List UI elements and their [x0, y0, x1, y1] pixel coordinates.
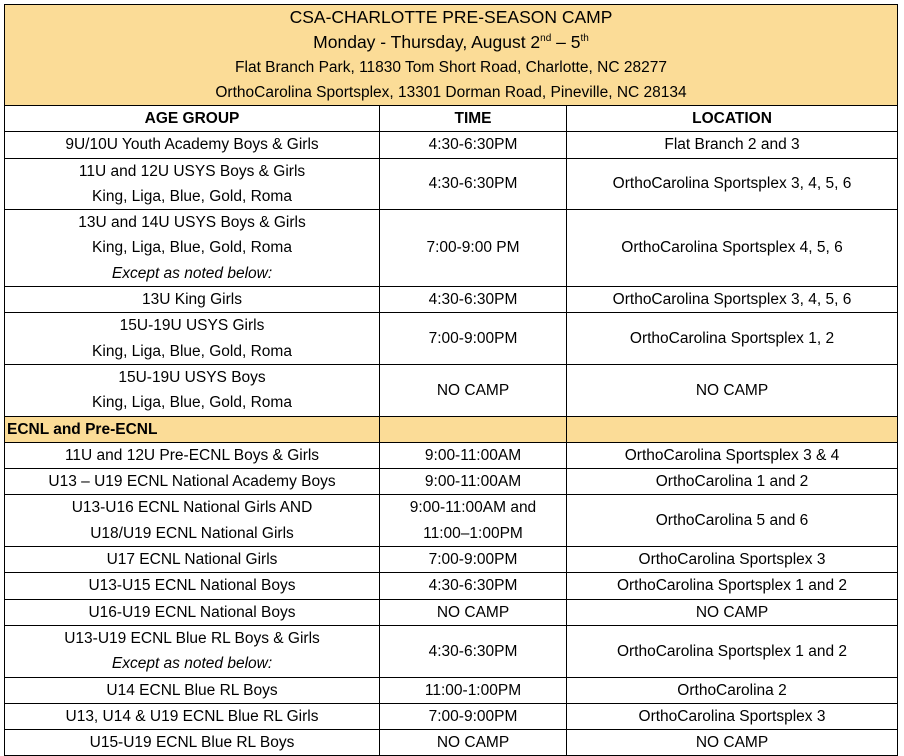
- time-cell: [380, 495, 567, 547]
- time-cell: [380, 442, 567, 468]
- age-group-text: U16-U19 ECNL National Boys: [88, 603, 296, 621]
- time-text: 4:30-6:30PM: [428, 175, 518, 193]
- location-cell: OrthoCarolina Sportsplex 1, 2: [567, 313, 898, 365]
- age-group-cell: [5, 599, 380, 625]
- location-cell: OrthoCarolina 2: [567, 677, 898, 703]
- location-cell: OrthoCarolina Sportsplex 3: [567, 703, 898, 729]
- table-row: [5, 442, 898, 468]
- column-header-location: LOCATION: [567, 106, 898, 132]
- dates-end: – 5: [551, 32, 581, 52]
- table-row: [5, 210, 898, 287]
- section-label: ECNL and Pre-ECNL: [5, 416, 380, 442]
- time-cell: [380, 703, 567, 729]
- location-cell: OrthoCarolina Sportsplex 1 and 2: [567, 625, 898, 677]
- dates-start: Monday - Thursday, August 2: [313, 32, 541, 52]
- table-row: [5, 132, 898, 158]
- time-text: 9:00-11:00AM: [424, 446, 522, 464]
- table-row: [5, 625, 898, 677]
- age-group-text: U13, U14 & U19 ECNL Blue RL Girls: [65, 707, 319, 725]
- time-text: 4:30-6:30PM: [428, 577, 518, 595]
- camp-dates: [9, 30, 893, 55]
- age-group-cell: [5, 573, 380, 599]
- time-text: 4:30-6:30PM: [428, 136, 518, 154]
- age-group-cell: [5, 677, 380, 703]
- page-title: CSA-CHARLOTTE PRE-SEASON CAMP: [289, 7, 613, 27]
- time-text: 7:00-9:00 PM: [426, 239, 520, 257]
- age-group-text: U18/U19 ECNL National Girls: [90, 524, 294, 542]
- table-row: [5, 677, 898, 703]
- venue-flat-branch: Flat Branch Park, 11830 Tom Short Road, Charlotte, NC 28277: [235, 59, 667, 76]
- table-row: [5, 547, 898, 573]
- time-text: 9:00-11:00AM: [424, 473, 522, 491]
- dates-end-suffix: th: [580, 33, 589, 45]
- table-row: [5, 599, 898, 625]
- column-header-age: AGE GROUP: [5, 106, 380, 132]
- age-group-cell: [5, 703, 380, 729]
- age-group-text: U13 – U19 ECNL National Academy Boys: [48, 473, 336, 491]
- time-cell: [380, 132, 567, 158]
- age-group-text: U14 ECNL Blue RL Boys: [106, 681, 278, 699]
- age-group-text: 13U King Girls: [142, 291, 242, 309]
- table-row: [5, 158, 898, 210]
- age-group-cell: [5, 132, 380, 158]
- age-group-cell: [5, 210, 380, 287]
- time-text: 4:30-6:30PM: [428, 291, 518, 309]
- age-group-text: 11U and 12U Pre-ECNL Boys & Girls: [64, 446, 320, 464]
- table-row: [5, 703, 898, 729]
- time-cell: [380, 469, 567, 495]
- section-blank-cell: [567, 416, 898, 442]
- age-group-text: 13U and 14U USYS Boys & Girls: [78, 214, 306, 232]
- time-text: 9:00-11:00AM and: [409, 499, 537, 517]
- location-cell: OrthoCarolina Sportsplex 3, 4, 5, 6: [567, 287, 898, 313]
- table-row: [5, 287, 898, 313]
- age-group-cell: [5, 547, 380, 573]
- time-text: NO CAMP: [436, 381, 510, 399]
- usys-rows: [5, 132, 898, 416]
- age-group-cell: [5, 313, 380, 365]
- table-row: [5, 364, 898, 416]
- age-group-cell: [5, 730, 380, 756]
- time-text: 7:00-9:00PM: [428, 330, 518, 348]
- age-group-note: Except as noted below:: [111, 264, 273, 282]
- table-row: [5, 730, 898, 756]
- time-cell: [380, 599, 567, 625]
- banner-cell: [5, 5, 898, 106]
- location-cell: Flat Branch 2 and 3: [567, 132, 898, 158]
- column-header-row: [5, 106, 898, 132]
- table-row: [5, 313, 898, 365]
- age-group-cell: [5, 158, 380, 210]
- age-group-text: King, Liga, Blue, Gold, Roma: [92, 187, 292, 205]
- time-text: 11:00–1:00PM: [423, 524, 523, 542]
- location-cell: OrthoCarolina Sportsplex 1 and 2: [567, 573, 898, 599]
- time-cell: [380, 158, 567, 210]
- time-cell: [380, 730, 567, 756]
- age-group-note: Except as noted below:: [111, 655, 273, 673]
- time-text: 7:00-9:00PM: [428, 551, 518, 569]
- column-header-time: TIME: [380, 106, 567, 132]
- age-group-text: King, Liga, Blue, Gold, Roma: [92, 342, 292, 360]
- time-text: 7:00-9:00PM: [428, 707, 518, 725]
- time-text: 4:30-6:30PM: [428, 642, 518, 660]
- age-group-text: U13-U16 ECNL National Girls AND: [71, 499, 313, 517]
- location-cell: NO CAMP: [567, 364, 898, 416]
- dates-start-suffix: nd: [540, 33, 552, 45]
- time-cell: [380, 210, 567, 287]
- location-cell: OrthoCarolina 1 and 2: [567, 469, 898, 495]
- camp-schedule-table: [4, 4, 898, 756]
- time-cell: [380, 573, 567, 599]
- age-group-cell: [5, 364, 380, 416]
- age-group-text: U17 ECNL National Girls: [106, 551, 278, 569]
- time-cell: [380, 625, 567, 677]
- ecnl-rows: [5, 442, 898, 756]
- time-text: 11:00-1:00PM: [424, 681, 522, 699]
- location-cell: NO CAMP: [567, 599, 898, 625]
- age-group-text: U13-U19 ECNL Blue RL Boys & Girls: [64, 629, 320, 647]
- age-group-cell: [5, 442, 380, 468]
- age-group-text: U13-U15 ECNL National Boys: [88, 577, 296, 595]
- age-group-text: 15U-19U USYS Girls: [119, 317, 265, 335]
- location-cell: OrthoCarolina 5 and 6: [567, 495, 898, 547]
- time-cell: [380, 313, 567, 365]
- section-header-row: [5, 416, 898, 442]
- age-group-text: 15U-19U USYS Boys: [118, 368, 266, 386]
- age-group-text: King, Liga, Blue, Gold, Roma: [92, 394, 292, 412]
- age-group-cell: [5, 495, 380, 547]
- age-group-cell: [5, 469, 380, 495]
- table-row: [5, 469, 898, 495]
- table-row: [5, 495, 898, 547]
- time-text: NO CAMP: [436, 734, 510, 752]
- location-cell: OrthoCarolina Sportsplex 3 & 4: [567, 442, 898, 468]
- time-cell: [380, 547, 567, 573]
- age-group-text: U15-U19 ECNL Blue RL Boys: [89, 734, 295, 752]
- section-blank-cell: [380, 416, 567, 442]
- age-group-text: 9U/10U Youth Academy Boys & Girls: [65, 136, 319, 154]
- age-group-text: 11U and 12U USYS Boys & Girls: [78, 162, 306, 180]
- table-row: [5, 573, 898, 599]
- location-cell: OrthoCarolina Sportsplex 3: [567, 547, 898, 573]
- age-group-cell: [5, 625, 380, 677]
- time-cell: [380, 287, 567, 313]
- banner-row: [5, 5, 898, 106]
- time-cell: [380, 364, 567, 416]
- location-cell: NO CAMP: [567, 730, 898, 756]
- age-group-cell: [5, 287, 380, 313]
- time-cell: [380, 677, 567, 703]
- venue-orthocarolina: OrthoCarolina Sportsplex, 13301 Dorman Road, Pineville, NC 28134: [215, 84, 687, 101]
- time-text: NO CAMP: [436, 603, 510, 621]
- location-cell: OrthoCarolina Sportsplex 3, 4, 5, 6: [567, 158, 898, 210]
- age-group-text: King, Liga, Blue, Gold, Roma: [92, 239, 292, 257]
- location-cell: OrthoCarolina Sportsplex 4, 5, 6: [567, 210, 898, 287]
